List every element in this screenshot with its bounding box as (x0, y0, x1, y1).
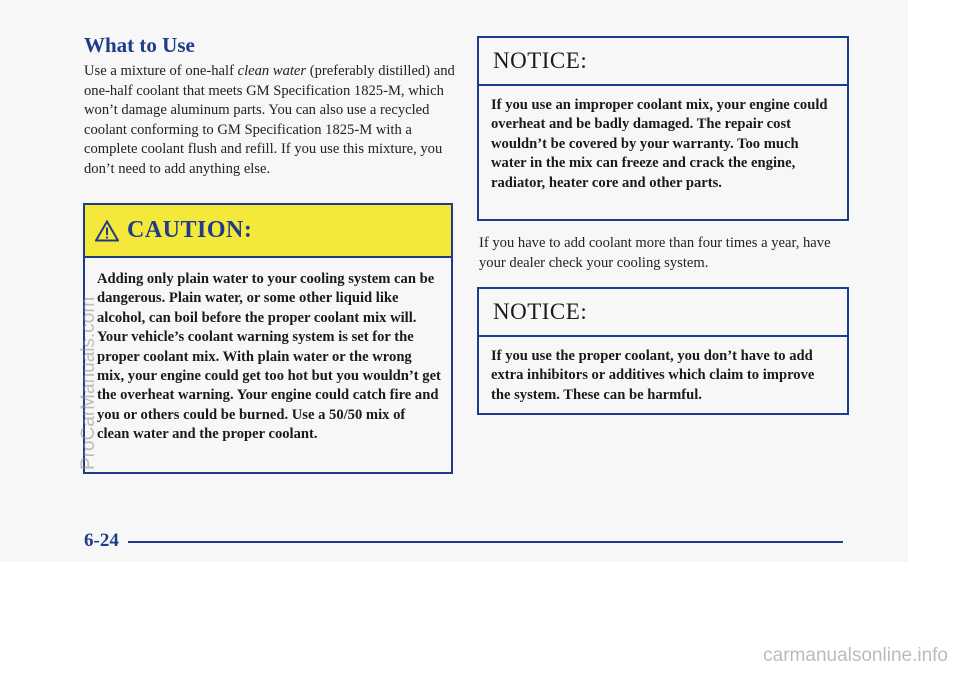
intro-text-start: Use a mixture of one-half (84, 63, 238, 79)
caution-text: Adding only plain water to your cooling system can be dangerous. Plain water, or some other liquid like alcohol, can boil before the proper coolant mix will. Your vehicle’s coolant warning system is set for the proper coolant mix. With plain water or the wrong mix, your engine could get too hot but you wouldn’t get the overheat warning. Your engine could catch fire and you or others could be burned. Use a 50/50 mix of clean water and the proper coolant. (97, 271, 441, 443)
notice-header (479, 38, 847, 86)
bottom-watermark: carmanualsonline.info (763, 645, 948, 666)
intro-emphasis: clean water (237, 63, 307, 79)
caution-box (83, 203, 453, 474)
notice-text: If you use an improper coolant mix, your engine could overheat and be badly damaged. The repair cost wouldn’t be covered by your warranty. Too much water in the mix can freeze and crack the engine, radiator, heater core and other parts. (491, 97, 828, 191)
section-heading: What to Use (84, 33, 195, 57)
notice-title: NOTICE: (493, 48, 588, 73)
warning-triangle-icon (95, 220, 119, 242)
page-number: 6-24 (84, 530, 119, 551)
side-watermark: ProCarManuals.com (78, 296, 99, 470)
intro-paragraph (84, 62, 456, 179)
notice-box-additives (477, 287, 849, 415)
notice-title: NOTICE: (493, 299, 588, 324)
coolant-frequency-paragraph: If you have to add coolant more than four times a year, have your dealer check your cooling system. (479, 235, 831, 271)
caution-title: CAUTION: (127, 217, 253, 243)
footer-rule (128, 541, 843, 543)
notice-box-coolant-mix (477, 36, 849, 221)
intro-text-end: (preferably distilled) and one-half coolant that meets GM Specification 1825-M, which won’t damage aluminum parts. You can also use a recycled coolant conforming to GM Specification 1825-M with a complete coolant flush and refill. If you use this mixture, you don’t need to add anything else. (84, 63, 455, 177)
notice-header (479, 289, 847, 337)
caution-header (85, 205, 451, 258)
notice-text: If you use the proper coolant, you don’t have to add extra inhibitors or additives which claim to improve the system. These can be harmful. (491, 348, 815, 403)
